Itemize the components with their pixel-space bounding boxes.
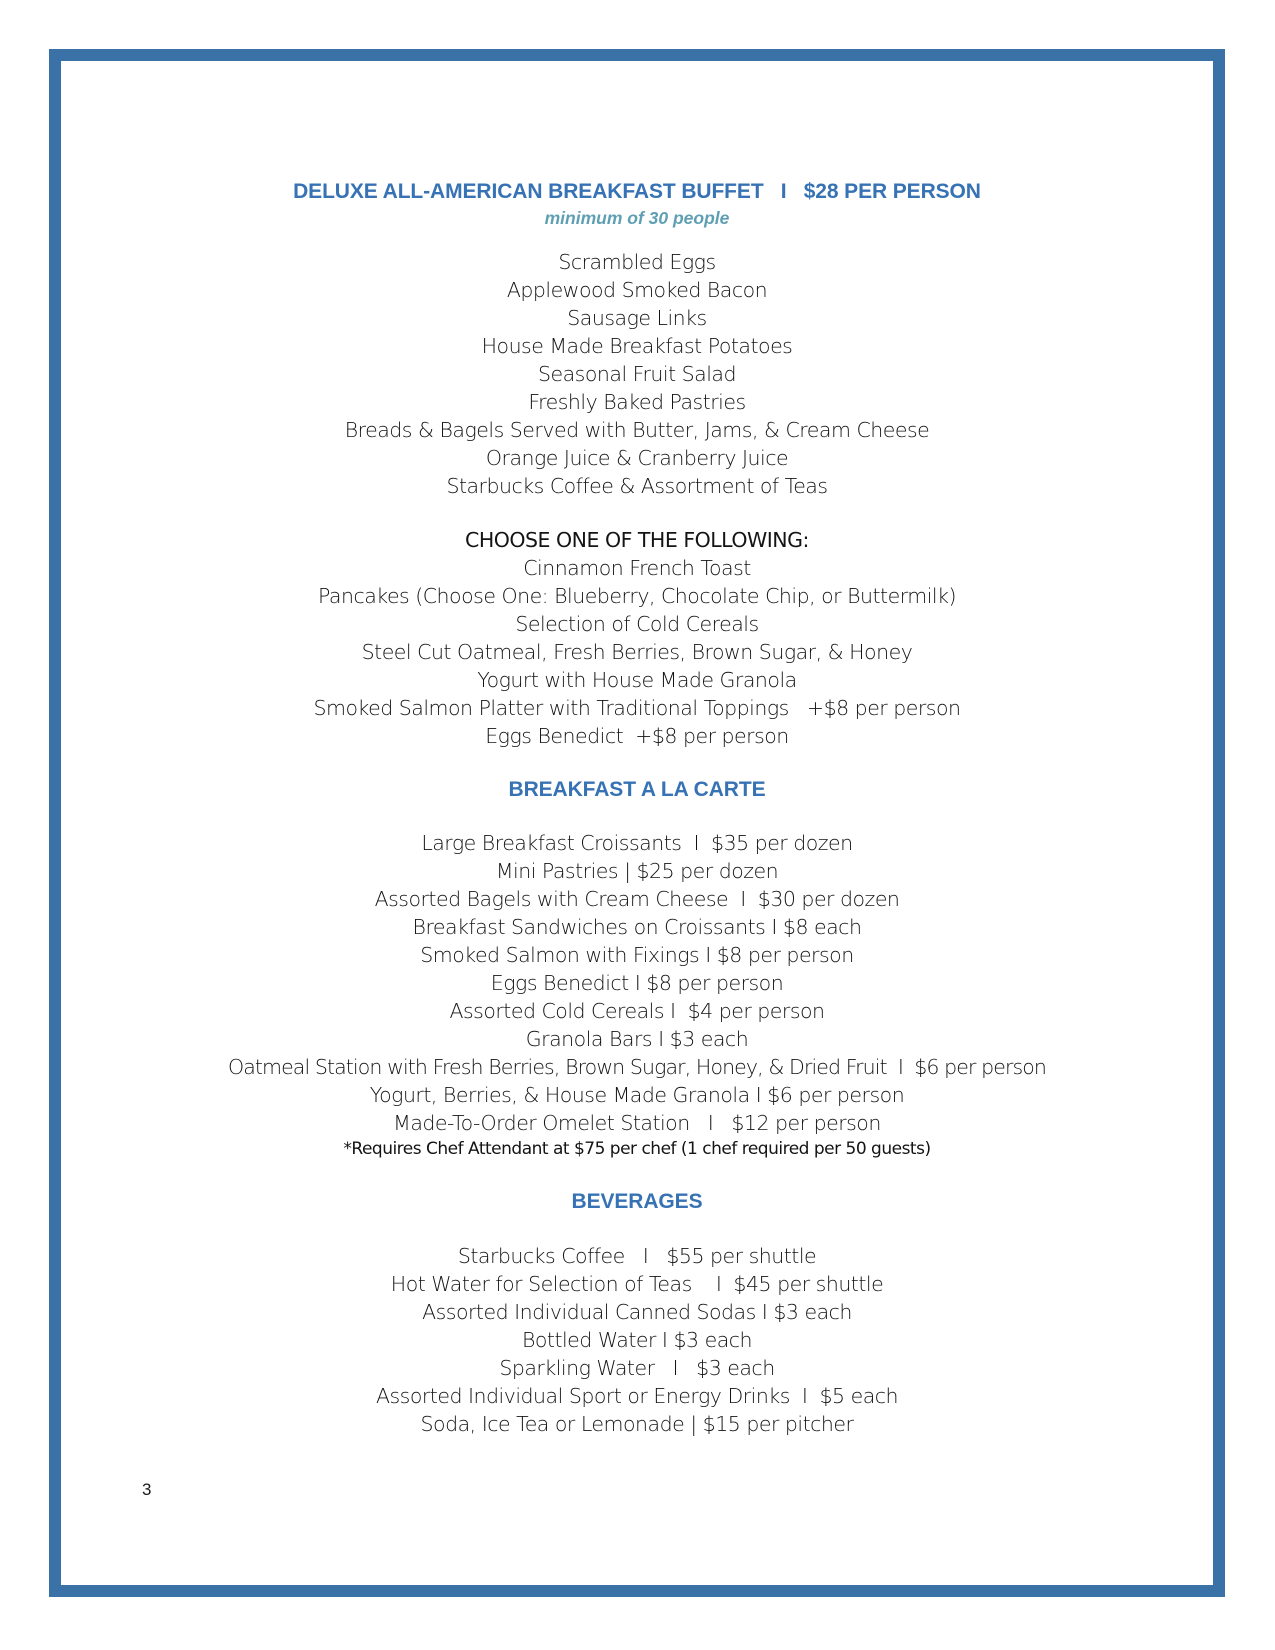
- list-item: Large Breakfast Croissants I $35 per dozen: [421, 831, 853, 855]
- list-item: Pancakes (Choose One: Blueberry, Chocolate Chip, or Buttermilk): [317, 584, 957, 608]
- a-la-carte-title: BREAKFAST A LA CARTE: [508, 778, 766, 801]
- list-item: Yogurt with House Made Granola: [477, 668, 797, 692]
- list-item: Starbucks Coffee I $55 per shuttle: [457, 1244, 817, 1268]
- choose-heading: CHOOSE ONE OF THE FOLLOWING:: [465, 528, 809, 552]
- buffet-choices: [61, 554, 1213, 750]
- list-item: Soda, Ice Tea or Lemonade | $15 per pitcher: [420, 1412, 854, 1436]
- list-item: Oatmeal Station with Fresh Berries, Brown Sugar, Honey, & Dried Fruit I $6 per person: [227, 1055, 1047, 1079]
- list-item: Cinnamon French Toast: [523, 556, 751, 580]
- list-item: Smoked Salmon Platter with Traditional Toppings +$8 per person: [313, 696, 961, 720]
- list-item: Assorted Cold Cereals I $4 per person: [449, 999, 825, 1023]
- list-item: Yogurt, Berries, & House Made Granola I $6 per person: [369, 1083, 905, 1107]
- list-item: Applewood Smoked Bacon: [506, 278, 768, 302]
- list-item: Made-To-Order Omelet Station I $12 per person: [393, 1111, 881, 1135]
- list-item: Steel Cut Oatmeal, Fresh Berries, Brown Sugar, & Honey: [361, 640, 913, 664]
- list-item: Starbucks Coffee & Assortment of Teas: [446, 474, 828, 498]
- buffet-title: DELUXE ALL-AMERICAN BREAKFAST BUFFET I $28 PER PERSON: [293, 180, 981, 203]
- list-item: Sausage Links: [567, 306, 707, 330]
- list-item: Assorted Bagels with Cream Cheese I $30 per dozen: [374, 887, 900, 911]
- list-item: Assorted Individual Sport or Energy Drinks I $5 each: [375, 1384, 899, 1408]
- list-item: Assorted Individual Canned Sodas I $3 each: [422, 1300, 852, 1324]
- list-item: Bottled Water I $3 each: [521, 1328, 753, 1352]
- list-item: Sparkling Water I $3 each: [499, 1356, 775, 1380]
- list-item: Eggs Benedict I $8 per person: [490, 971, 784, 995]
- list-item: Granola Bars I $3 each: [525, 1027, 749, 1051]
- buffet-subtitle: minimum of 30 people: [544, 208, 730, 228]
- beverages-title: BEVERAGES: [571, 1190, 703, 1213]
- list-item: Selection of Cold Cereals: [515, 612, 759, 636]
- list-item: Freshly Baked Pastries: [528, 390, 746, 414]
- list-item: Orange Juice & Cranberry Juice: [485, 446, 789, 470]
- list-item: House Made Breakfast Potatoes: [481, 334, 793, 358]
- list-item: Hot Water for Selection of Teas I $45 per shuttle: [390, 1272, 884, 1296]
- beverages-items: [61, 1242, 1213, 1438]
- list-item: Mini Pastries | $25 per dozen: [495, 859, 779, 883]
- chef-attendant-note: *Requires Chef Attendant at $75 per chef (1 chef required per 50 guests): [343, 1139, 931, 1159]
- menu-content: [61, 61, 1213, 1438]
- list-item: Smoked Salmon with Fixings I $8 per person: [420, 943, 854, 967]
- list-item: Breads & Bagels Served with Butter, Jams, & Cream Cheese: [344, 418, 930, 442]
- list-item: Scrambled Eggs: [558, 250, 716, 274]
- list-item: Seasonal Fruit Salad: [538, 362, 736, 386]
- buffet-items: [61, 248, 1213, 500]
- list-item: Eggs Benedict +$8 per person: [485, 724, 789, 748]
- page-number: 3: [142, 1480, 152, 1499]
- a-la-carte-items: [61, 829, 1213, 1137]
- list-item: Breakfast Sandwiches on Croissants I $8 each: [412, 915, 862, 939]
